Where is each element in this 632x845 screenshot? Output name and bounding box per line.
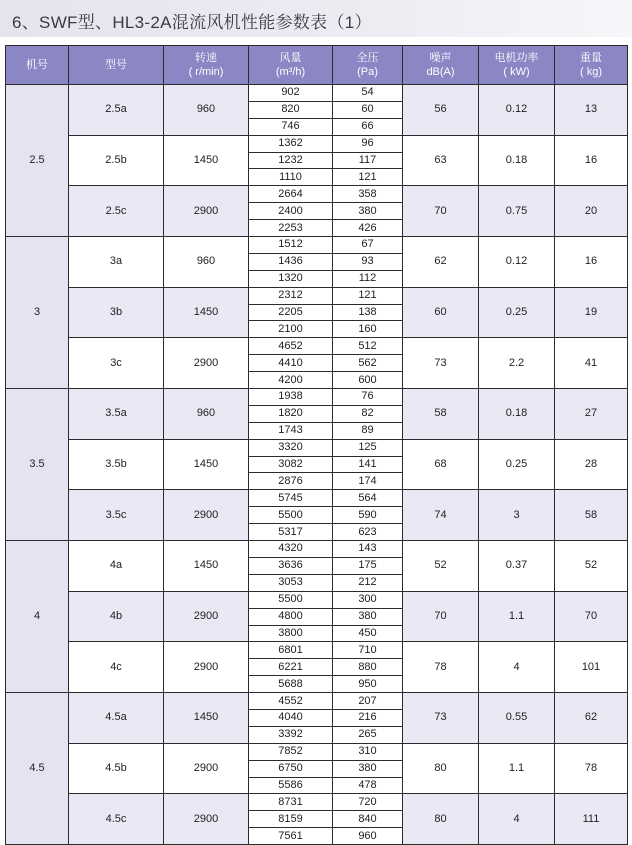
cell-speed: 1450 — [164, 541, 249, 592]
cell-pressure: 478 — [333, 777, 403, 794]
header-power — [479, 46, 555, 85]
table-body — [6, 85, 628, 845]
cell-power: 2.2 — [479, 338, 555, 389]
table-row — [6, 541, 628, 558]
cell-speed: 1450 — [164, 135, 249, 186]
cell-power: 0.55 — [479, 693, 555, 744]
cell-power: 3 — [479, 490, 555, 541]
cell-flow: 746 — [249, 118, 333, 135]
cell-flow: 3053 — [249, 574, 333, 591]
cell-flow: 2876 — [249, 473, 333, 490]
cell-size: 4.5 — [6, 693, 69, 845]
cell-pressure: 82 — [333, 405, 403, 422]
cell-flow: 2312 — [249, 287, 333, 304]
cell-speed: 960 — [164, 85, 249, 136]
header-label: 噪声 — [429, 52, 452, 64]
cell-flow: 8159 — [249, 811, 333, 828]
cell-power: 1.1 — [479, 591, 555, 642]
cell-pressure: 300 — [333, 591, 403, 608]
cell-weight: 101 — [555, 642, 628, 693]
cell-pressure: 93 — [333, 253, 403, 270]
header-unit: (Pa) — [357, 66, 378, 78]
cell-noise: 56 — [403, 85, 479, 136]
cell-power: 4 — [479, 794, 555, 845]
cell-pressure: 960 — [333, 828, 403, 845]
cell-speed: 2900 — [164, 642, 249, 693]
cell-speed: 1450 — [164, 439, 249, 490]
cell-flow: 2253 — [249, 220, 333, 237]
cell-flow: 2100 — [249, 321, 333, 338]
cell-pressure: 590 — [333, 507, 403, 524]
cell-pressure: 174 — [333, 473, 403, 490]
cell-weight: 111 — [555, 794, 628, 845]
cell-pressure: 720 — [333, 794, 403, 811]
cell-pressure: 265 — [333, 726, 403, 743]
header-unit: ( kW) — [503, 66, 530, 78]
cell-flow: 4320 — [249, 541, 333, 558]
cell-noise: 62 — [403, 237, 479, 288]
cell-flow: 5745 — [249, 490, 333, 507]
cell-pressure: 67 — [333, 237, 403, 254]
cell-flow: 5586 — [249, 777, 333, 794]
table-row — [6, 186, 628, 203]
cell-weight: 20 — [555, 186, 628, 237]
cell-pressure: 143 — [333, 541, 403, 558]
cell-speed: 2900 — [164, 794, 249, 845]
cell-flow: 1938 — [249, 389, 333, 406]
cell-weight: 16 — [555, 135, 628, 186]
cell-speed: 2900 — [164, 186, 249, 237]
cell-pressure: 600 — [333, 372, 403, 389]
cell-flow: 1820 — [249, 405, 333, 422]
header-size — [6, 46, 69, 85]
table-row — [6, 237, 628, 254]
cell-weight: 16 — [555, 237, 628, 288]
cell-flow: 2664 — [249, 186, 333, 203]
cell-flow: 902 — [249, 85, 333, 102]
header-label: 转速 — [195, 52, 217, 64]
header-model — [69, 46, 164, 85]
cell-weight: 70 — [555, 591, 628, 642]
header-unit: ( r/min) — [188, 66, 224, 78]
table-header — [6, 46, 628, 85]
cell-flow: 4652 — [249, 338, 333, 355]
cell-pressure: 60 — [333, 101, 403, 118]
header-unit: ( kg) — [580, 66, 602, 78]
cell-model: 3.5b — [69, 439, 164, 490]
cell-power: 0.25 — [479, 439, 555, 490]
cell-power: 1.1 — [479, 743, 555, 794]
header-label: 型号 — [105, 59, 127, 71]
cell-pressure: 141 — [333, 456, 403, 473]
header-label: 电机功率 — [494, 52, 539, 64]
cell-power: 0.18 — [479, 135, 555, 186]
cell-pressure: 623 — [333, 524, 403, 541]
cell-noise: 70 — [403, 591, 479, 642]
cell-weight: 13 — [555, 85, 628, 136]
cell-noise: 68 — [403, 439, 479, 490]
cell-speed: 1450 — [164, 287, 249, 338]
cell-flow: 3800 — [249, 625, 333, 642]
cell-pressure: 175 — [333, 557, 403, 574]
cell-model: 2.5b — [69, 135, 164, 186]
header-row — [6, 46, 628, 85]
table-row — [6, 743, 628, 760]
header-label: 重量 — [580, 52, 602, 64]
table-row — [6, 591, 628, 608]
cell-flow: 5500 — [249, 591, 333, 608]
cell-flow: 5688 — [249, 676, 333, 693]
cell-flow: 1743 — [249, 422, 333, 439]
cell-weight: 41 — [555, 338, 628, 389]
cell-weight: 28 — [555, 439, 628, 490]
cell-noise: 73 — [403, 693, 479, 744]
cell-flow: 4200 — [249, 372, 333, 389]
cell-weight: 52 — [555, 541, 628, 592]
cell-power: 4 — [479, 642, 555, 693]
cell-pressure: 380 — [333, 760, 403, 777]
cell-pressure: 216 — [333, 709, 403, 726]
cell-power: 0.37 — [479, 541, 555, 592]
header-label: 全压 — [356, 52, 379, 64]
cell-pressure: 96 — [333, 135, 403, 152]
cell-pressure: 138 — [333, 304, 403, 321]
cell-weight: 27 — [555, 389, 628, 440]
cell-power: 0.25 — [479, 287, 555, 338]
cell-flow: 3636 — [249, 557, 333, 574]
table-row — [6, 287, 628, 304]
cell-flow: 820 — [249, 101, 333, 118]
cell-model: 4a — [69, 541, 164, 592]
cell-speed: 960 — [164, 389, 249, 440]
cell-pressure: 125 — [333, 439, 403, 456]
header-noise — [403, 46, 479, 85]
cell-noise: 73 — [403, 338, 479, 389]
cell-model: 3a — [69, 237, 164, 288]
cell-flow: 1362 — [249, 135, 333, 152]
table-row — [6, 338, 628, 355]
cell-model: 4c — [69, 642, 164, 693]
cell-noise: 60 — [403, 287, 479, 338]
cell-pressure: 562 — [333, 355, 403, 372]
cell-flow: 1512 — [249, 237, 333, 254]
cell-noise: 58 — [403, 389, 479, 440]
header-pressure — [333, 46, 403, 85]
page-title: 6、SWF型、HL3-2A混流风机性能参数表（1） — [12, 13, 372, 32]
cell-pressure: 880 — [333, 659, 403, 676]
cell-power: 0.12 — [479, 85, 555, 136]
header-unit: (m³/h) — [275, 66, 306, 78]
cell-pressure: 76 — [333, 389, 403, 406]
table-row — [6, 693, 628, 710]
cell-size: 3.5 — [6, 389, 69, 541]
cell-pressure: 212 — [333, 574, 403, 591]
cell-flow: 6801 — [249, 642, 333, 659]
cell-model: 3b — [69, 287, 164, 338]
cell-speed: 960 — [164, 237, 249, 288]
cell-flow: 1436 — [249, 253, 333, 270]
cell-size: 4 — [6, 541, 69, 693]
header-label: 机号 — [26, 59, 48, 71]
cell-noise: 78 — [403, 642, 479, 693]
table-row — [6, 490, 628, 507]
table-row — [6, 642, 628, 659]
cell-flow: 8731 — [249, 794, 333, 811]
cell-noise: 80 — [403, 743, 479, 794]
table-row — [6, 135, 628, 152]
cell-model: 3c — [69, 338, 164, 389]
table-row — [6, 794, 628, 811]
header-speed — [164, 46, 249, 85]
cell-flow: 2400 — [249, 203, 333, 220]
title-bar — [0, 0, 632, 37]
cell-power: 0.12 — [479, 237, 555, 288]
cell-pressure: 710 — [333, 642, 403, 659]
cell-noise: 70 — [403, 186, 479, 237]
table-row — [6, 389, 628, 406]
cell-noise: 74 — [403, 490, 479, 541]
cell-speed: 2900 — [164, 490, 249, 541]
cell-pressure: 121 — [333, 169, 403, 186]
cell-pressure: 840 — [333, 811, 403, 828]
cell-model: 4.5a — [69, 693, 164, 744]
cell-model: 2.5c — [69, 186, 164, 237]
cell-flow: 3082 — [249, 456, 333, 473]
cell-flow: 5500 — [249, 507, 333, 524]
cell-pressure: 112 — [333, 270, 403, 287]
header-unit: dB(A) — [426, 66, 455, 78]
cell-noise: 80 — [403, 794, 479, 845]
cell-flow: 1110 — [249, 169, 333, 186]
cell-power: 0.18 — [479, 389, 555, 440]
cell-pressure: 117 — [333, 152, 403, 169]
table-row — [6, 85, 628, 102]
table-row — [6, 439, 628, 456]
cell-model: 4.5b — [69, 743, 164, 794]
cell-model: 4.5c — [69, 794, 164, 845]
header-flow — [249, 46, 333, 85]
cell-speed: 2900 — [164, 338, 249, 389]
cell-weight: 58 — [555, 490, 628, 541]
cell-pressure: 54 — [333, 85, 403, 102]
cell-pressure: 380 — [333, 608, 403, 625]
cell-pressure: 66 — [333, 118, 403, 135]
cell-noise: 52 — [403, 541, 479, 592]
cell-speed: 2900 — [164, 591, 249, 642]
cell-flow: 4040 — [249, 709, 333, 726]
cell-size: 3 — [6, 237, 69, 389]
cell-pressure: 358 — [333, 186, 403, 203]
performance-table — [5, 45, 628, 845]
cell-flow: 4800 — [249, 608, 333, 625]
cell-weight: 78 — [555, 743, 628, 794]
cell-flow: 7561 — [249, 828, 333, 845]
cell-flow: 6221 — [249, 659, 333, 676]
cell-pressure: 380 — [333, 203, 403, 220]
cell-pressure: 89 — [333, 422, 403, 439]
cell-pressure: 512 — [333, 338, 403, 355]
header-label: 风量 — [279, 52, 302, 64]
cell-flow: 1320 — [249, 270, 333, 287]
cell-pressure: 564 — [333, 490, 403, 507]
cell-noise: 63 — [403, 135, 479, 186]
cell-model: 4b — [69, 591, 164, 642]
cell-pressure: 426 — [333, 220, 403, 237]
cell-flow: 4410 — [249, 355, 333, 372]
cell-flow: 6750 — [249, 760, 333, 777]
cell-speed: 2900 — [164, 743, 249, 794]
cell-flow: 5317 — [249, 524, 333, 541]
cell-pressure: 310 — [333, 743, 403, 760]
cell-model: 3.5c — [69, 490, 164, 541]
cell-size: 2.5 — [6, 85, 69, 237]
cell-pressure: 121 — [333, 287, 403, 304]
cell-weight: 19 — [555, 287, 628, 338]
header-weight — [555, 46, 628, 85]
cell-flow: 7852 — [249, 743, 333, 760]
cell-flow: 3320 — [249, 439, 333, 456]
cell-flow: 3392 — [249, 726, 333, 743]
cell-flow: 4552 — [249, 693, 333, 710]
cell-speed: 1450 — [164, 693, 249, 744]
cell-flow: 2205 — [249, 304, 333, 321]
cell-flow: 1232 — [249, 152, 333, 169]
cell-pressure: 450 — [333, 625, 403, 642]
cell-pressure: 160 — [333, 321, 403, 338]
cell-power: 0.75 — [479, 186, 555, 237]
cell-weight: 62 — [555, 693, 628, 744]
cell-pressure: 207 — [333, 693, 403, 710]
cell-model: 2.5a — [69, 85, 164, 136]
cell-pressure: 950 — [333, 676, 403, 693]
cell-model: 3.5a — [69, 389, 164, 440]
